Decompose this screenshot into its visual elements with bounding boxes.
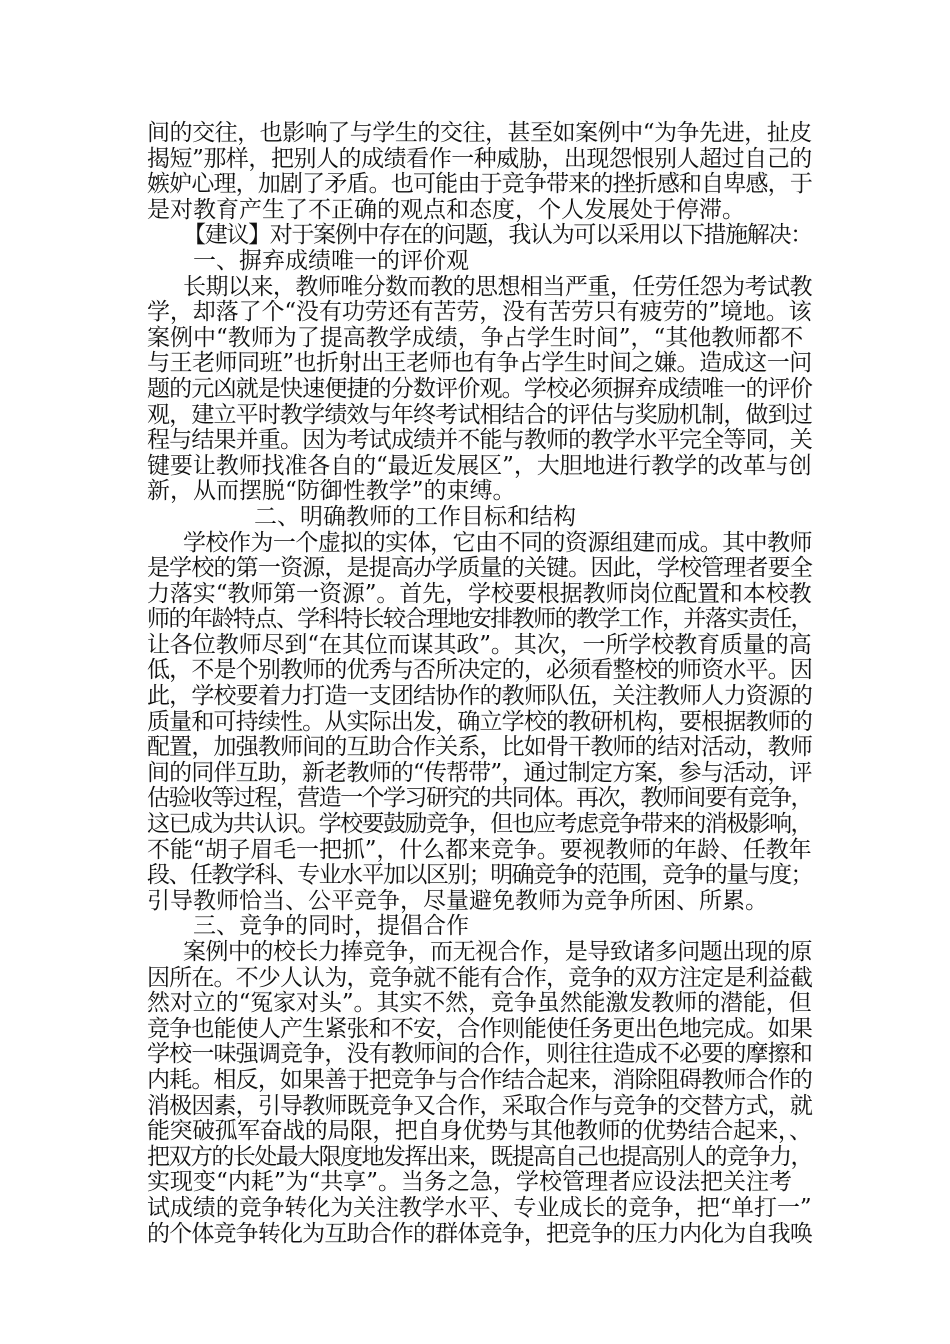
text-line: 键要让教师找准各自的“最近发展区”，大胆地进行教学的改革与创 (147, 452, 812, 479)
text-line: 因所在。不少人认为，竞争就不能有合作，竞争的双方注定是利益截 (147, 964, 813, 991)
text-line: 的个体竞争转化为互助合作的群体竞争，把竞争的压力内化为自我唤 (147, 1220, 813, 1247)
text-line: 质量和可持续性。从实际出发，确立学校的教研机构，要根据教师的 (147, 708, 813, 735)
text-line: 学校作为一个虚拟的实体，它由不同的资源组建而成。其中教师 (183, 529, 813, 556)
text-line: 揭短”那样，把别人的成绩看作一种威胁，出现怨恨别人超过自己的 (147, 145, 812, 172)
text-line: 内耗。相反，如果善于把竞争与合作结合起来，消除阻碍教师合作的 (147, 1066, 813, 1093)
text-line: 能突破孤军奋战的局限，把自身优势与其他教师的优势结合起来，、 (147, 1118, 812, 1145)
text-line: 【建议】对于案例中存在的问题，我认为可以采用以下措施解决： (183, 222, 813, 249)
text-line: 师的年龄特点、学科特长较合理地安排教师的教学工作，并落实责任， (147, 606, 813, 633)
text-line: 一、摒弃成绩唯一的评价观 (193, 247, 469, 274)
text-line: 实现变“内耗”为“共享”。当务之急，学校管理者应设法把关注考 (147, 1169, 793, 1196)
text-line: 配置，加强教师间的互助合作关系，比如骨干教师的结对活动，教师 (147, 734, 813, 761)
text-line: 题的元凶就是快速便捷的分数评价观。学校必须摒弃成绩唯一的评价 (147, 375, 813, 402)
text-line: 是学校的第一资源，是提高办学质量的关键。因此，学校管理者要全 (147, 555, 813, 582)
text-line: 不能“胡子眉毛一把抓”，什么都来竞争。要视教师的年龄、任教年 (147, 836, 812, 863)
text-line: 这已成为共认识。学校要鼓励竞争，但也应考虑竞争带来的消极影响， (147, 811, 813, 838)
text-line: 试成绩的竞争转化为关注教学水平、专业成长的竞争，把“单打一” (147, 1194, 812, 1221)
text-line: 案例中的校长力捧竞争，而无视合作，是导致诸多问题出现的原 (183, 939, 813, 965)
text-line: 学校一味强调竞争，没有教师间的合作，则往往造成不必要的摩擦和 (147, 1041, 813, 1068)
text-line: 竞争也能使人产生紧张和不安，合作则能使任务更出色地完成。如果 (147, 1015, 813, 1042)
text-line: 观，建立平时教学绩效与年终考试相结合的评估与奖励机制，做到过 (147, 401, 813, 428)
text-line: 低，不是个别教师的优秀与否所决定的，必须看整校的师资水平。因 (147, 657, 813, 684)
text-line: 力落实“教师第一资源”。首先，学校要根据教师岗位配置和本校教 (147, 580, 812, 607)
text-line: 然对立的“冤家对头”。其实不然，竞争虽然能激发教师的潜能，但 (147, 990, 812, 1017)
document-body (147, 121, 812, 1247)
text-line: 引导教师恰当、公平竞争，尽量避免教师为竞争所困、所累。 (147, 887, 768, 914)
text-line: 新，从而摆脱“防御性教学”的束缚。 (147, 478, 516, 505)
text-line: 嫉妒心理，加剧了矛盾。也可能由于竞争带来的挫折感和自卑感，于 (147, 171, 813, 198)
text-line: 学，却落了个“没有功劳还有苦劳，没有苦劳只有疲劳的”境地。该 (147, 299, 812, 326)
text-line: 二、明确教师的工作目标和结构 (254, 503, 576, 530)
text-line: 与王老师同班”也折射出王老师也有争占学生时间之嫌。造成这一问 (147, 350, 812, 377)
text-line: 把双方的长处最大限度地发挥出来，既提高自己也提高别人的竞争力， (147, 1143, 813, 1170)
text-line: 段、任教学科、专业水平加以区别；明确竞争的范围，竞争的量与度； (147, 862, 813, 889)
text-line: 此，学校要着力打造一支团结协作的教师队伍，关注教师人力资源的 (147, 683, 813, 710)
text-line: 长期以来，教师唯分数而教的思想相当严重，任劳任怨为考试教 (183, 273, 813, 300)
text-line: 间的交往，也影响了与学生的交往，甚至如案例中“为争先进，扯皮 (147, 120, 812, 146)
text-line: 间的同伴互助，新老教师的“传帮带”，通过制定方案，参与活动，评 (147, 759, 812, 786)
text-line: 消极因素，引导教师既竞争又合作，采取合作与竞争的交替方式，就 (147, 1092, 813, 1119)
text-line: 让各位教师尽到“在其位而谋其政”。其次，一所学校教育质量的高 (147, 631, 812, 658)
text-line: 程与结果并重。因为考试成绩并不能与教师的教学水平完全等同，关 (147, 427, 813, 454)
text-line: 三、竞争的同时，提倡合作 (193, 913, 469, 940)
text-line: 案例中“教师为了提高教学成绩，争占学生时间”，“其他教师都不 (147, 324, 804, 351)
text-line: 是对教育产生了不正确的观点和态度，个人发展处于停滞。 (147, 196, 745, 223)
text-line: 估验收等过程，营造一个学习研究的共同体。再次，教师间要有竞争， (147, 785, 813, 812)
